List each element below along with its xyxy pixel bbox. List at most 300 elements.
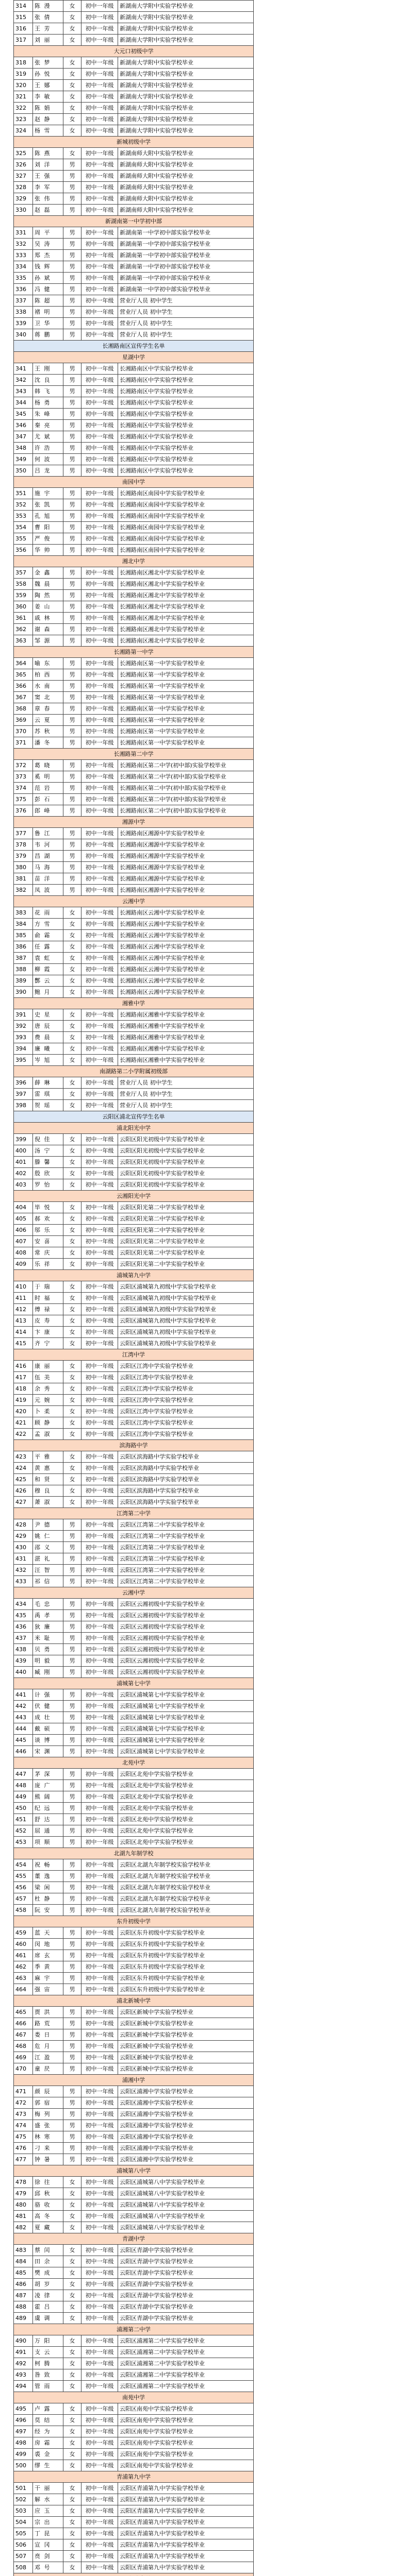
student-number: 385 [14,930,33,941]
student-gender: 女 [63,1304,81,1315]
student-note: 长湘路南区第一中学实验学校毕业 [118,692,254,703]
table-row [14,171,254,182]
student-grade: 初中一年级 [81,1667,118,1678]
student-grade: 初中一年级 [81,1315,118,1327]
student-note: 云阳区江湾第二中学实验学校毕业 [118,1542,254,1553]
student-name: 范 岩 [33,783,63,794]
student-note: 新湖南第一中学初中部实验学校毕业 [118,261,254,273]
school-header-row [14,46,254,57]
student-number: 447 [14,1769,33,1780]
table-row [14,2109,254,2120]
student-grade: 初中一年级 [81,1712,118,1723]
student-gender: 女 [63,1021,81,1032]
student-gender: 男 [63,431,81,443]
student-note: 长湘路南区湘源中学实验学校毕业 [118,873,254,885]
student-gender: 女 [63,2188,81,2199]
school-title: 江湾中学 [14,1349,254,1361]
student-number: 382 [14,885,33,896]
student-note: 云阳区云湘初级中学实验学校毕业 [118,1621,254,1633]
student-note: 云阳区青浦第九中学实验学校毕业 [118,2528,254,2539]
student-note: 云阳区浦城第九初级中学实验学校毕业 [118,1315,254,1327]
student-gender: 男 [63,159,81,171]
student-name: 张 梦 [33,57,63,69]
table-row [14,23,254,35]
student-gender: 女 [63,2245,81,2256]
student-name: 章 春 [33,703,63,715]
table-row [14,726,254,737]
student-number: 409 [14,1259,33,1270]
table-row [14,545,254,556]
student-gender: 男 [63,363,81,375]
student-grade: 初中一年级 [81,1780,118,1791]
student-note: 云阳区滨海路中学实验学校毕业 [118,1463,254,1474]
student-number: 463 [14,1973,33,1984]
student-name: 汪 智 [33,1565,63,1576]
student-gender: 男 [63,726,81,737]
table-row [14,2041,254,2052]
table-row [14,839,254,851]
student-name: 缪 生 [33,2460,63,2471]
student-gender: 女 [63,35,81,46]
student-grade: 初中一年级 [81,828,118,839]
student-grade: 初中一年级 [81,1032,118,1043]
student-grade: 初中一年级 [81,839,118,851]
student-note: 云阳区江湾第二中学实验学校毕业 [118,1565,254,1576]
student-grade: 初中一年级 [81,2143,118,2154]
student-gender: 男 [63,2143,81,2154]
student-note: 云阳区阳光第二中学实验学校毕业 [118,1202,254,1213]
district-header-row [14,1111,254,1123]
student-grade: 初中一年级 [81,2279,118,2290]
student-name: 贺 瑶 [33,1100,63,1111]
student-number: 353 [14,511,33,522]
student-number: 358 [14,579,33,590]
student-grade: 初中一年级 [81,1338,118,1349]
student-gender: 男 [63,613,81,624]
student-note: 云阳区浦城第九初级中学实验学校毕业 [118,1293,254,1304]
student-name: 董 逸 [33,1871,63,1882]
student-name: 郎 峰 [33,805,63,817]
school-title: 湘北中学 [14,556,254,567]
student-grade: 初中一年级 [81,885,118,896]
student-name: 奚 明 [33,771,63,783]
student-gender: 男 [63,1939,81,1950]
student-name: 陶 然 [33,590,63,601]
table-row [14,1327,254,1338]
student-grade: 初中一年级 [81,1825,118,1837]
student-gender: 男 [63,533,81,545]
school-header-row [14,2165,254,2177]
table-row [14,1814,254,1825]
student-number: 492 [14,2358,33,2369]
student-grade: 初中一年级 [81,114,118,125]
student-gender: 女 [63,1485,81,1497]
student-number: 320 [14,80,33,91]
table-row [14,2381,254,2392]
student-number: 393 [14,1032,33,1043]
table-row [14,1259,254,1270]
student-note: 云阳区阳光第二中学实验学校毕业 [118,1213,254,1225]
table-row [14,2437,254,2449]
student-gender: 男 [63,1780,81,1791]
student-name: 宗 出 [33,2517,63,2528]
student-grade: 初中一年级 [81,2188,118,2199]
school-header-row [14,2324,254,2335]
student-note: 云阳区北湖九年制学校实验学校毕业 [118,1859,254,1871]
student-grade: 初中一年级 [81,771,118,783]
student-note: 长湘路南区中学实验学校毕业 [118,454,254,465]
student-gender: 男 [63,692,81,703]
student-gender: 女 [63,1032,81,1043]
student-name: 水 南 [33,681,63,692]
table-row [14,2256,254,2267]
student-note: 营业厅人员 初中学生 [118,295,254,307]
table-row [14,1429,254,1440]
student-note: 长湘路南区中学实验学校毕业 [118,443,254,454]
table-row [14,1315,254,1327]
student-grade: 初中一年级 [81,1939,118,1950]
student-number: 383 [14,907,33,919]
student-name: 张 伟 [33,193,63,205]
student-gender: 男 [63,1712,81,1723]
student-note: 长湘路南区云湘中学实验学校毕业 [118,953,254,964]
student-note: 长湘路南区云湘中学实验学校毕业 [118,907,254,919]
student-number: 391 [14,1009,33,1021]
student-note: 云阳区浦城第七中学实验学校毕业 [118,1701,254,1712]
student-number: 446 [14,1746,33,1757]
student-note: 云阳区云湘初级中学实验学校毕业 [118,1667,254,1678]
student-name: 宣 冈 [33,2539,63,2551]
student-name: 戚 林 [33,613,63,624]
table-row [14,2052,254,2063]
student-number: 477 [14,2154,33,2165]
table-row [14,1961,254,1973]
student-grade: 初中一年级 [81,1236,118,1247]
student-grade: 初中一年级 [81,2154,118,2165]
student-name: 江 盈 [33,2052,63,2063]
student-note: 云阳区东升初级中学实验学校毕业 [118,1984,254,1995]
student-note: 云阳区阳光初级中学实验学校毕业 [118,1168,254,1179]
student-grade: 初中一年级 [81,1576,118,1587]
student-name: 袁 虹 [33,953,63,964]
table-row [14,2528,254,2539]
student-note: 云阳区云湘初级中学实验学校毕业 [118,1655,254,1667]
student-number: 501 [14,2483,33,2494]
student-name: 孟 淑 [33,1429,63,1440]
student-number: 484 [14,2256,33,2267]
student-number: 461 [14,1950,33,1961]
table-row [14,2483,254,2494]
school-header-row [14,1123,254,1134]
table-row [14,2358,254,2369]
table-row [14,862,254,873]
student-note: 长湘路南区云湘中学实验学校毕业 [118,964,254,975]
student-grade: 初中一年级 [81,363,118,375]
student-note: 云阳区新城中学实验学校毕业 [118,2041,254,2052]
student-note: 长湘路南区中学实验学校毕业 [118,386,254,397]
student-note: 云阳区浦湘中学实验学校毕业 [118,2131,254,2143]
table-row [14,1927,254,1939]
table-row [14,1780,254,1791]
table-row [14,567,254,579]
student-number: 482 [14,2222,33,2233]
table-row [14,522,254,533]
student-grade: 初中一年级 [81,454,118,465]
student-number: 332 [14,239,33,250]
student-gender: 女 [63,103,81,114]
student-number: 486 [14,2279,33,2290]
student-name: 齐 宁 [33,1338,63,1349]
student-name: 项 顺 [33,1837,63,1848]
student-gender: 女 [63,12,81,23]
table-row [14,1304,254,1315]
student-gender: 女 [63,125,81,137]
table-row [14,907,254,919]
student-grade: 初中一年级 [81,2063,118,2075]
student-grade: 初中一年级 [81,794,118,805]
school-header-row [14,1757,254,1769]
student-note: 新湖南大学附中实验学校毕业 [118,80,254,91]
school-header-row [14,352,254,363]
student-note: 云阳区浦城第七中学实验学校毕业 [118,1689,254,1701]
student-name: 支 云 [33,2347,63,2358]
student-grade: 初中一年级 [81,2437,118,2449]
student-number: 330 [14,205,33,216]
table-row [14,1168,254,1179]
student-gender: 女 [63,1100,81,1111]
table-row [14,2120,254,2131]
student-number: 410 [14,1281,33,1293]
student-gender: 女 [63,919,81,930]
student-number: 395 [14,1055,33,1066]
table-row [14,828,254,839]
student-number: 404 [14,1202,33,1213]
student-number: 450 [14,1803,33,1814]
table-row [14,2188,254,2199]
student-name: 刘 洋 [33,159,63,171]
table-row [14,454,254,465]
student-note: 云阳区浦城第九初级中学实验学校毕业 [118,1304,254,1315]
student-grade: 初中一年级 [81,1202,118,1213]
student-name: 周 平 [33,227,63,239]
student-note: 云阳区滨海路中学实验学校毕业 [118,1451,254,1463]
table-row [14,2086,254,2097]
student-number: 398 [14,1100,33,1111]
student-gender: 男 [63,2086,81,2097]
student-grade: 初中一年级 [81,1746,118,1757]
student-note: 营业厅人员 初中学生 [118,1089,254,1100]
student-gender: 女 [63,2403,81,2415]
student-grade: 初中一年级 [81,1882,118,1893]
student-grade: 初中一年级 [81,1474,118,1485]
student-gender: 男 [63,1984,81,1995]
school-title: 浦城第九中学 [14,1270,254,1281]
student-grade: 初中一年级 [81,760,118,771]
student-gender: 女 [63,2539,81,2551]
table-row [14,2460,254,2471]
student-note: 云阳区云湘初级中学实验学校毕业 [118,1610,254,1621]
school-header-row [14,1191,254,1202]
student-gender: 女 [63,2505,81,2517]
student-grade: 初中一年级 [81,964,118,975]
student-grade: 初中一年级 [81,2097,118,2109]
student-name: 姜 山 [33,601,63,613]
student-note: 云阳区浦城第九初级中学实验学校毕业 [118,1281,254,1293]
student-grade: 初中一年级 [81,783,118,794]
student-note: 新湖南大学附中实验学校毕业 [118,103,254,114]
district-title: 云阳区浦北宣传学生名单 [14,1111,254,1123]
student-grade: 初中一年级 [81,1837,118,1848]
student-number: 489 [14,2313,33,2324]
student-name: 华 帅 [33,545,63,556]
student-note: 长湘路南区第二中学(初中部)实验学校毕业 [118,805,254,817]
student-note: 营业厅人员 初中学生 [118,1100,254,1111]
student-number: 373 [14,771,33,783]
student-note: 云阳区东升初级中学实验学校毕业 [118,1961,254,1973]
student-number: 462 [14,1961,33,1973]
student-gender: 男 [63,1859,81,1871]
student-name: 狄 廉 [33,1621,63,1633]
student-note: 云阳区北苑中学实验学校毕业 [118,1837,254,1848]
table-row [14,2415,254,2426]
student-grade: 初中一年级 [81,1145,118,1157]
table-row [14,239,254,250]
student-gender: 男 [63,1701,81,1712]
table-row [14,1055,254,1066]
student-note: 长湘路南区湘北中学实验学校毕业 [118,613,254,624]
student-name: 李 敏 [33,91,63,103]
student-name: 管 雨 [33,2381,63,2392]
student-name: 时 福 [33,1293,63,1304]
school-header-row [14,2233,254,2245]
table-row [14,1009,254,1021]
student-number: 508 [14,2562,33,2573]
student-number: 342 [14,375,33,386]
student-name: 舒 达 [33,1814,63,1825]
student-grade: 初中一年级 [81,1451,118,1463]
student-gender: 女 [63,1315,81,1327]
student-gender: 女 [63,1225,81,1236]
student-gender: 女 [63,2494,81,2505]
student-grade: 初中一年级 [81,715,118,726]
student-grade: 初中一年级 [81,1168,118,1179]
student-note: 长湘路南区第一中学实验学校毕业 [118,703,254,715]
student-grade: 初中一年级 [81,375,118,386]
table-row [14,919,254,930]
student-grade: 初中一年级 [81,2018,118,2029]
student-gender: 男 [63,2120,81,2131]
student-name: 毛 忠 [33,1599,63,1610]
table-row [14,1100,254,1111]
table-row [14,1451,254,1463]
student-name: 成 壮 [33,1712,63,1723]
student-grade: 初中一年级 [81,171,118,182]
student-grade: 初中一年级 [81,2358,118,2369]
student-number: 490 [14,2335,33,2347]
student-gender: 男 [63,1950,81,1961]
student-grade: 初中一年级 [81,2449,118,2460]
student-gender: 男 [63,2063,81,2075]
student-gender: 女 [63,23,81,35]
student-note: 云阳区南苑中学实验学校毕业 [118,2437,254,2449]
table-row [14,2097,254,2109]
student-name: 于 瑞 [33,1281,63,1293]
table-row [14,1769,254,1780]
student-name: 冯 健 [33,284,63,295]
student-note: 云阳区阳光第二中学实验学校毕业 [118,1259,254,1270]
student-note: 云阳区阳光第二中学实验学校毕业 [118,1236,254,1247]
school-title: 新城初级中学 [14,137,254,148]
student-gender: 男 [63,1769,81,1780]
student-name: 卞 康 [33,1327,63,1338]
table-row [14,318,254,329]
student-note: 长湘路南区第二中学(初中部)实验学校毕业 [118,771,254,783]
student-note: 长湘路南区第一中学实验学校毕业 [118,715,254,726]
student-name: 徐 往 [33,2177,63,2188]
student-number: 421 [14,1417,33,1429]
student-name: 乐 祥 [33,1259,63,1270]
table-row [14,1531,254,1542]
student-name: 朱 峰 [33,409,63,420]
school-header-row [14,2392,254,2403]
student-gender: 男 [63,2007,81,2018]
student-note: 云阳区新城中学实验学校毕业 [118,2018,254,2029]
student-gender: 女 [63,907,81,919]
student-gender: 男 [63,1542,81,1553]
student-gender: 女 [63,2415,81,2426]
student-gender: 女 [63,1145,81,1157]
school-header-row [14,1440,254,1451]
table-row [14,2290,254,2301]
student-name: 闵 地 [33,1939,63,1950]
student-name: 夏 藏 [33,2222,63,2233]
student-grade: 初中一年级 [81,1077,118,1089]
student-grade: 初中一年级 [81,80,118,91]
table-row [14,851,254,862]
table-row [14,12,254,23]
student-gender: 女 [63,2483,81,2494]
student-gender: 女 [63,2301,81,2313]
student-note: 云阳区浦城第八中学实验学校毕业 [118,2222,254,2233]
school-title: 云湘中学 [14,896,254,907]
student-name: 席 玄 [33,1950,63,1961]
student-gender: 男 [63,669,81,681]
table-row [14,1463,254,1474]
school-header-row [14,2471,254,2483]
table-row [14,1565,254,1576]
student-name: 穆 良 [33,1485,63,1497]
student-number: 387 [14,953,33,964]
table-row [14,1882,254,1893]
student-grade: 初中一年级 [81,2517,118,2528]
student-gender: 男 [63,681,81,692]
student-name: 彭 石 [33,794,63,805]
student-note: 云阳区青浦第九中学实验学校毕业 [118,2539,254,2551]
table-row [14,1633,254,1644]
school-title: 湘源中学 [14,817,254,828]
student-grade: 初中一年级 [81,2369,118,2381]
table-row [14,1519,254,1531]
student-grade: 初中一年级 [81,907,118,919]
student-note: 云阳区青湖中学实验学校毕业 [118,2290,254,2301]
student-gender: 女 [63,1213,81,1225]
table-row [14,1791,254,1803]
student-number: 419 [14,1395,33,1406]
student-grade: 初中一年级 [81,941,118,953]
student-number: 444 [14,1723,33,1735]
student-number: 499 [14,2449,33,2460]
student-gender: 女 [63,1406,81,1417]
